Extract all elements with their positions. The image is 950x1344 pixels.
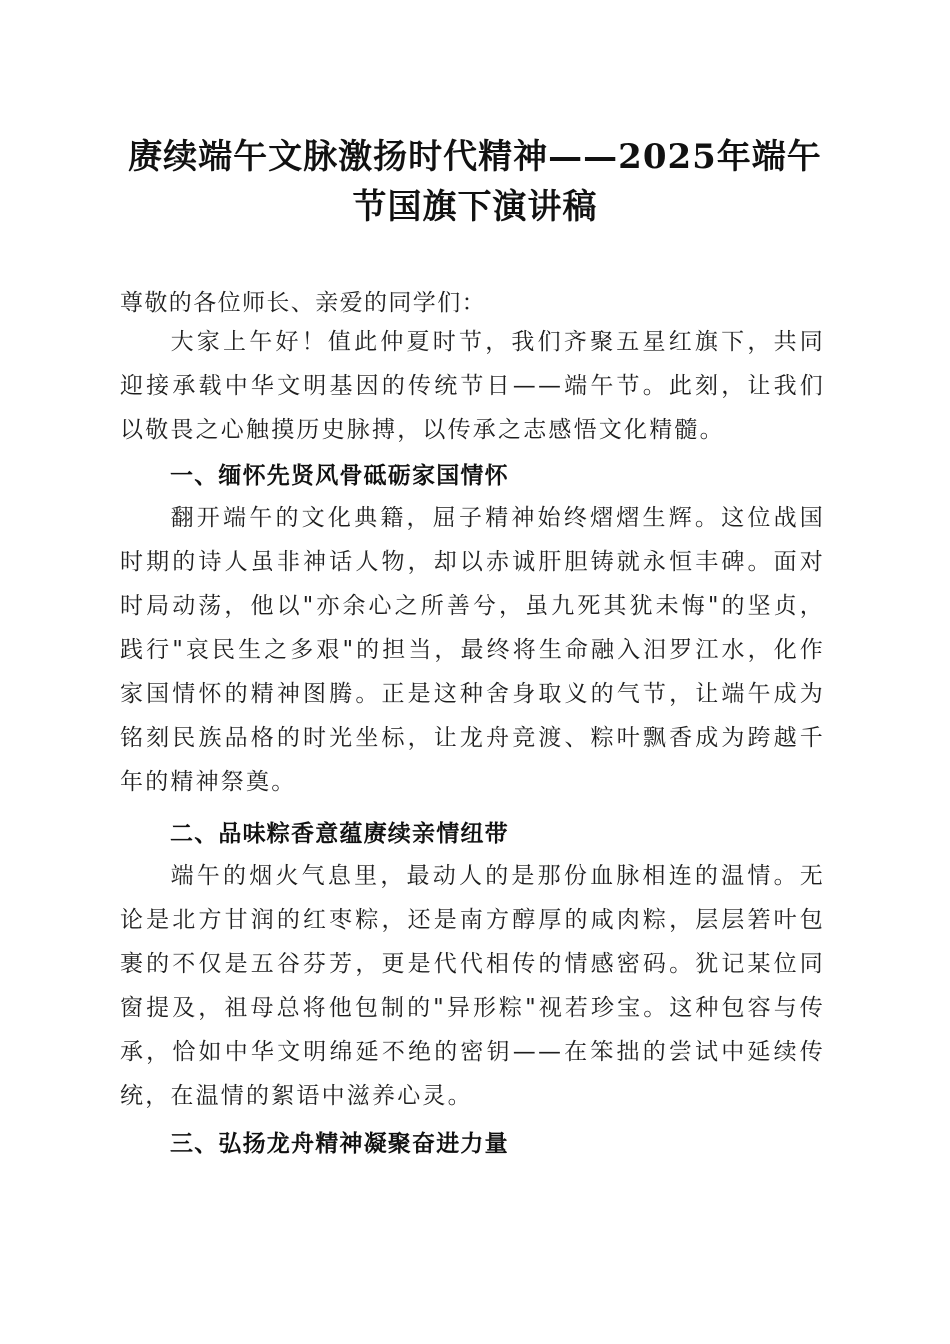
title-line-1: 赓续端午文脉激扬时代精神——2025年端午: [128, 137, 822, 177]
section-2-paragraph: 端午的烟火气息里，最动人的是那份血脉相连的温情。无论是北方甘润的红枣粽，还是南方醇厚的咸肉粽，层层箬叶包裹的不仅是五谷芬芳，更是代代相传的情感密码。犹记某位同窗提及，祖母总将他包制的"异形粽"视若珍宝。这种包容与传承，恰如中华文明绵延不绝的密钥——在笨拙的尝试中延续传统，在温情的絮语中滋养心灵。: [120, 863, 825, 1109]
section-3-heading: 三、弘扬龙舟精神凝聚奋进力量: [170, 1131, 509, 1157]
section-2-heading: 二、品味粽香意蕴赓续亲情纽带: [170, 821, 509, 847]
section-1-paragraph: 翻开端午的文化典籍，屈子精神始终熠熠生辉。这位战国时期的诗人虽非神话人物，却以赤诚肝胆铸就永恒丰碑。面对时局动荡，他以"亦余心之所善兮，虽九死其犹未悔"的坚贞，践行"哀民生之多艰"的担当，最终将生命融入汨罗江水，化作家国情怀的精神图腾。正是这种舍身取义的气节，让端午成为铭刻民族品格的时光坐标，让龙舟竞渡、粽叶飘香成为跨越千年的精神祭奠。: [120, 505, 825, 795]
document-title: [120, 132, 830, 232]
salutation: 尊敬的各位师长、亲爱的同学们：: [120, 290, 486, 316]
intro-paragraph: 大家上午好！值此仲夏时节，我们齐聚五星红旗下，共同迎接承载中华文明基因的传统节日——端午节。此刻，让我们以敬畏之心触摸历史脉搏，以传承之志感悟文化精髓。: [120, 329, 825, 443]
section-1-heading: 一、缅怀先贤风骨砥砺家国情怀: [170, 463, 509, 489]
title-line-2: 节国旗下演讲稿: [352, 187, 598, 227]
